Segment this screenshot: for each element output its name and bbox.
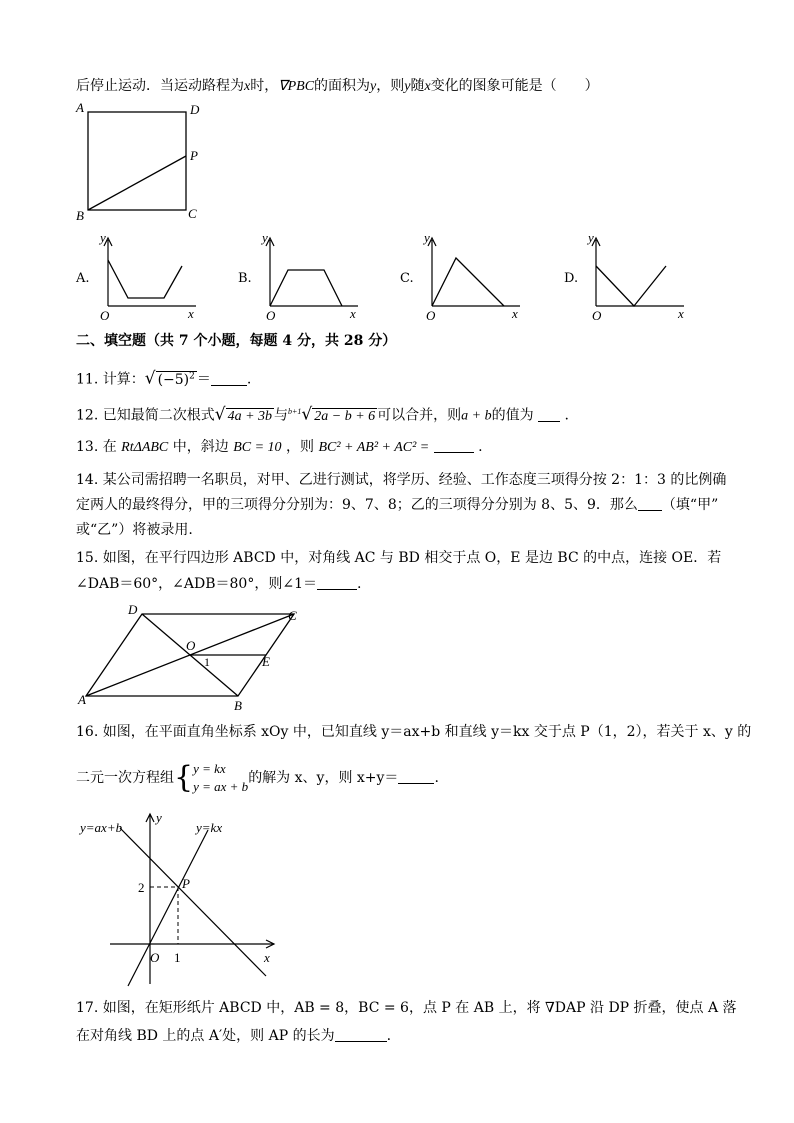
- label-B: B: [76, 208, 84, 223]
- q14-answer-blank[interactable]: [638, 510, 662, 511]
- q15-line1: 15. 如图，在平行四边形 ABCD 中，对角线 AC 与 BD 相交于点 O，E 是边 BC 的中点，连接 OE．若: [76, 550, 722, 566]
- q13-answer-blank[interactable]: [434, 452, 474, 453]
- label-E: E: [262, 654, 270, 669]
- q15-line2: ∠DAB＝60°，∠ADB＝80°，则∠1＝ .: [76, 576, 362, 592]
- q11: 11. 计算：√ $(-5)^2$ ＝ .: [76, 368, 252, 389]
- label-A: A: [78, 692, 86, 707]
- q12-answer-blank[interactable]: [538, 421, 560, 422]
- q10-text: 后停止运动．当运动路程为x时，∇PBC的面积为y，则y随x变化的图象可能是（ ）: [76, 78, 599, 94]
- parallelogram-figure: [72, 600, 312, 712]
- option-c-y-label: y: [424, 230, 430, 245]
- option-a-y-label: y: [100, 230, 106, 245]
- option-c-graph: [398, 228, 538, 323]
- tick-2: 2: [138, 880, 145, 895]
- q16-line2: 二元一次方程组{ y = kx y = ax + b 的解为 x、y，则 x+y＝ .: [76, 760, 439, 795]
- q11-radicand: $(-5)^2$: [157, 371, 195, 388]
- label-O: O: [186, 638, 196, 653]
- x-axis-label: x: [264, 950, 270, 965]
- system-brace: {: [174, 760, 194, 795]
- q13: 13. 在 RtΔABC 中，斜边 BC = 10 ，则 BC² + AB² + AC² = .: [76, 439, 483, 455]
- origin-label: O: [150, 950, 160, 965]
- line1-label: y=ax+b: [80, 820, 123, 835]
- line2-label: y=kx: [196, 820, 223, 835]
- label-C: C: [188, 206, 197, 221]
- option-b-letter: B.: [238, 271, 252, 286]
- q16-line1: 16. 如图，在平面直角坐标系 xOy 中，已知直线 y＝ax+b 和直线 y＝kx 交于点 P（1，2），若关于 x、y 的: [76, 724, 752, 740]
- q14-line1: 14. 某公司需招聘一名职员，对甲、乙进行测试，将学历、经验、工作态度三项得分按 2：1：3 的比例确: [76, 472, 727, 488]
- q12: 12. 已知最简二次根式√ 4a + 3b 与$^{b+1}$√ 2a − b + 6 可以合并，则a + b的值为 .: [76, 404, 569, 425]
- tick-1: 1: [174, 950, 181, 965]
- equation-system: y = kx y = ax + b: [193, 761, 249, 794]
- option-a-letter: A.: [76, 271, 90, 286]
- sqrt-sign: √: [144, 368, 156, 389]
- sqrt-sign: √: [301, 404, 313, 425]
- q14-line3: 或“乙”）将被录用.: [76, 522, 193, 538]
- label-A: A: [76, 100, 84, 115]
- option-a-o-label: O: [100, 308, 110, 323]
- coordinate-graph: [78, 808, 288, 988]
- option-d-letter: D.: [564, 271, 579, 286]
- option-d-x-label: x: [678, 306, 684, 321]
- option-c-o-label: O: [426, 308, 436, 323]
- q15-answer-blank[interactable]: [317, 589, 357, 590]
- q17-line2: 在对角线 BD 上的点 A′处，则 AP 的长为 .: [76, 1028, 392, 1044]
- option-a-x-label: x: [188, 306, 194, 321]
- square-figure: [70, 100, 220, 230]
- q17-line1: 17. 如图，在矩形纸片 ABCD 中，AB = 8，BC = 6，点 P 在 AB 上，将 ∇DAP 沿 DP 折叠，使点 A 落: [76, 1000, 737, 1016]
- option-d-graph: [562, 228, 702, 323]
- q17-answer-blank[interactable]: [335, 1041, 387, 1042]
- sqrt-sign: √: [214, 404, 226, 425]
- q11-answer-blank[interactable]: [211, 385, 247, 386]
- label-B: B: [234, 698, 242, 713]
- q16-answer-blank[interactable]: [398, 783, 434, 784]
- option-b-x-label: x: [350, 306, 356, 321]
- label-P: P: [190, 148, 198, 163]
- section-title: 二、填空题（共 7 个小题，每题 4 分，共 28 分）: [76, 333, 397, 349]
- option-b-o-label: O: [266, 308, 276, 323]
- option-a-graph: [74, 228, 214, 323]
- q14-line2: 定两人的最终得分，甲的三项得分分别为：9、7、8；乙的三项得分分别为 8、5、9．那么 （填“甲”: [76, 497, 719, 513]
- label-D: D: [128, 602, 138, 617]
- option-c-x-label: x: [512, 306, 518, 321]
- option-c-letter: C.: [400, 271, 414, 286]
- y-axis-label: y: [156, 810, 162, 825]
- option-b-graph: [236, 228, 376, 323]
- label-C: C: [288, 608, 297, 623]
- label-D: D: [190, 102, 200, 117]
- option-d-o-label: O: [592, 308, 602, 323]
- label-1: 1: [204, 655, 210, 669]
- point-P-label: P: [182, 876, 190, 891]
- option-b-y-label: y: [262, 230, 268, 245]
- option-d-y-label: y: [588, 230, 594, 245]
